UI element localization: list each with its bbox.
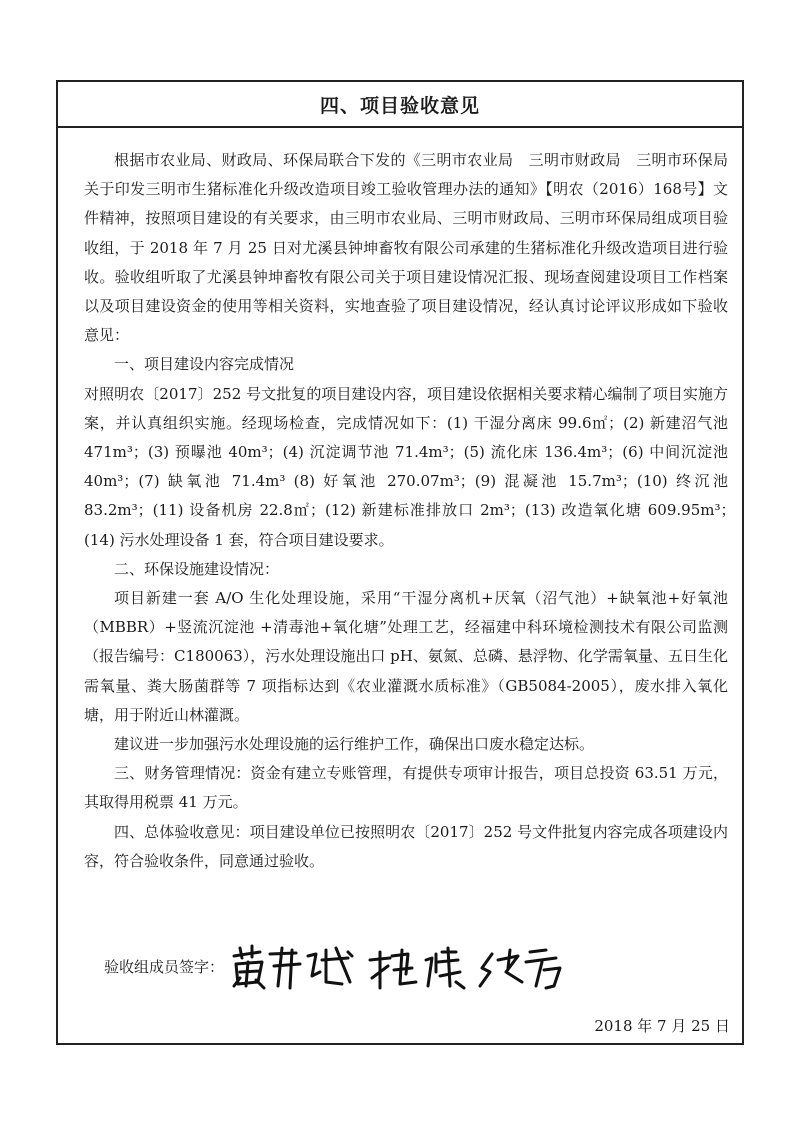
opinion-body: [58, 128, 742, 876]
construction-content-paragraph: 对照明农〔2017〕252 号文批复的项目建设内容，项目建设依据相关要求精心编制了项目实施方案，并认真组织实施。经现场检查，完成情况如下：(1) 干湿分离床 99.6㎡；(2) 新建沼气池 471m³；(3) 预曝池 40m³；(4) 沉淀调节池 71.4m³；(5) 流化床 136.4m³；(6) 中间沉淀池 40m³；(7) 缺氧池 71.4m³ (8) 好氧池 270.07m³；(9) 混凝池 15.7m³；(10) 终沉池 83.2m³；(11) 设备机房 22.8㎡；(12) 新建标准排放口 2m³；(13) 改造氧化塘 609.95m³； (14) 污水处理设备 1 套，符合项目建设要求。: [84, 384, 744, 549]
financial-management-paragraph: 三、财务管理情况：资金有建立专账管理，有提供专项审计报告，项目总投资 63.51 万元，其取得用税票 41 万元。: [84, 764, 728, 812]
overall-opinion-paragraph: 四、总体验收意见：项目建设单位已按照明农〔2017〕252 号文件批复内容完成各项建设内容，符合验收条件，同意通过验收。: [84, 822, 728, 870]
opinion-form: [56, 80, 744, 1045]
intro-paragraph: 根据市农业局、财政局、环保局联合下发的《三明市农业局 三明市财政局 三明市环保局关于印发三明市生猪标准化升级改造项目竣工验收管理办法的通知》【明农（2016）168号】文件精神，按照项目建设的有关要求，由三明市农业局、三明市财政局、三明市环保局组成项目验收组，于 2018 年 7 月 25 日对尤溪县钟坤畜牧有限公司承建的生猪标准化升级改造项目进行验收。验收组听取了尤溪县钟坤畜牧有限公司关于项目建设情况汇报、现场查阅建设项目工作档案以及项目建设资金的使用等相关资料，实地查验了项目建设情况，经认真讨论评议形成如下验收意见：: [84, 151, 728, 345]
section-title: 四、项目验收意见: [58, 82, 742, 128]
suggestion-paragraph: 建议进一步加强污水处理设施的运行维护工作，确保出口废水稳定达标。: [114, 735, 595, 754]
heading-environmental-facilities: 二、环保设施建设情况：: [114, 559, 280, 578]
sign-date: 2018 年 7 月 25 日: [594, 1017, 730, 1035]
environmental-facilities-paragraph: 项目新建一套 A/O 生化处理设施，采用“干湿分离机+厌氧（沼气池）+缺氧池+好氧池（MBBR）+竖流沉淀池 +清毒池+氧化塘”处理工艺，经福建中科环境检测技术有限公司监测（报告编号：C180063），污水处理设施出口 pH、氨氮、总磷、悬浮物、化学需氧量、五日生化需氧量、粪大肠菌群等 7 项指标达到《农业灌溉水质标准》（GB5084-2005），废水排入氧化塘，用于附近山林灌溉。: [84, 589, 728, 724]
signature-row: [104, 942, 570, 990]
handwritten-signatures: [230, 942, 570, 990]
signature-label: 验收组成员签字：: [104, 957, 225, 976]
heading-construction-content: 一、项目建设内容完成情况: [114, 355, 295, 374]
